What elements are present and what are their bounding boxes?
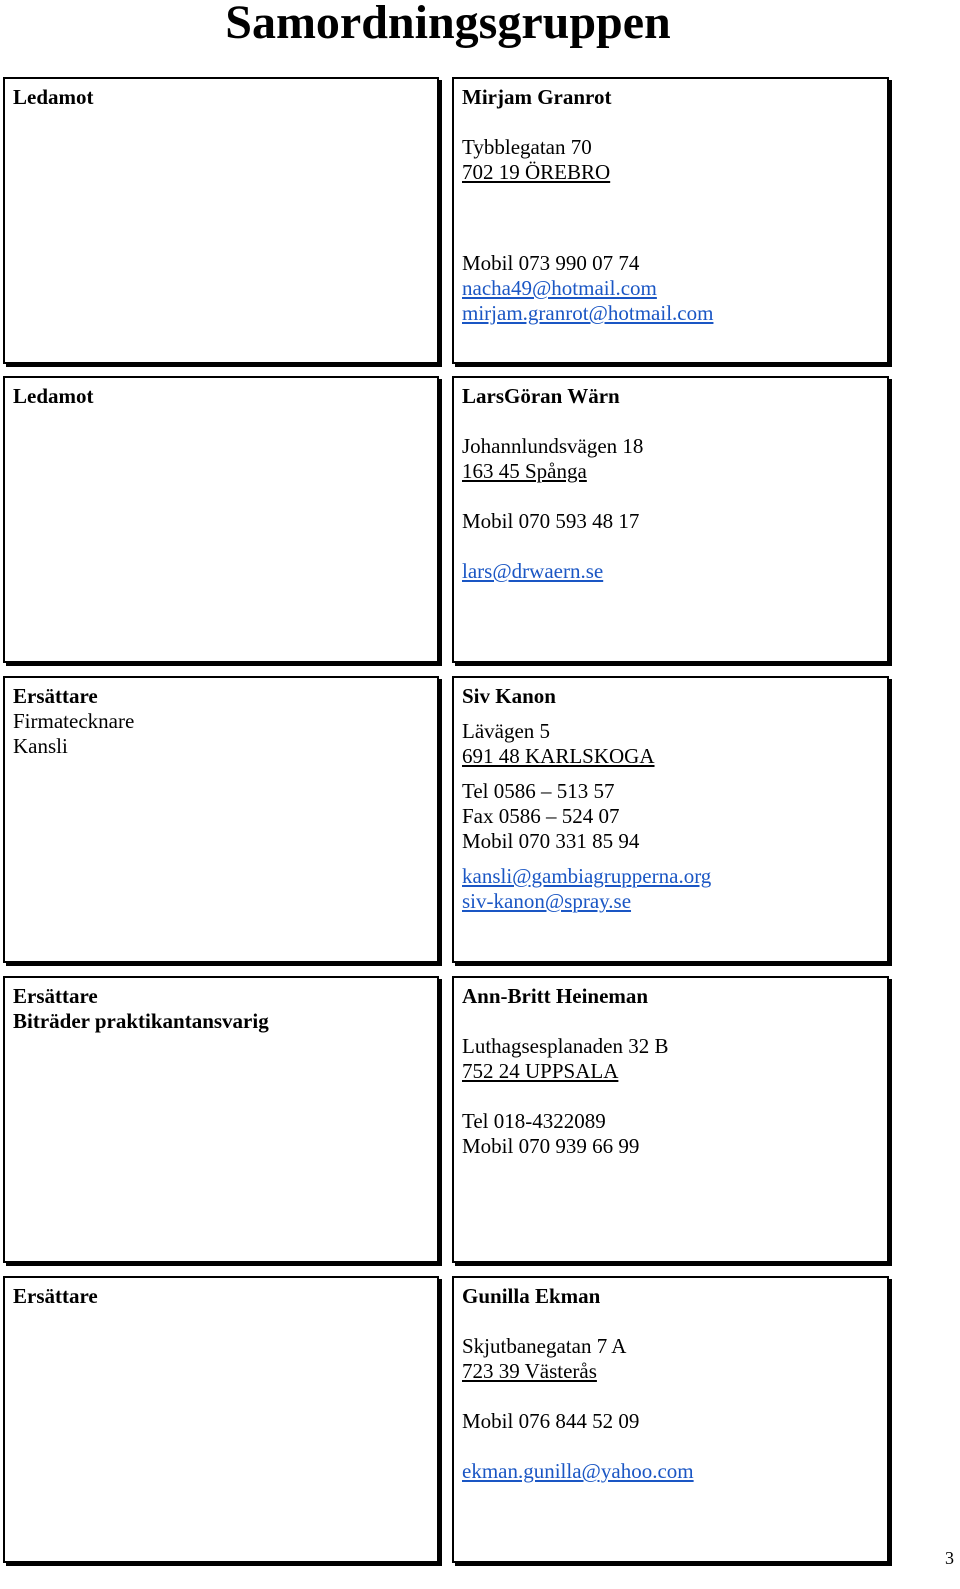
role-label: Firmatecknare (13, 709, 135, 733)
street-address: Skjutbanegatan 7 A (462, 1334, 627, 1358)
postal-address: 691 48 KARLSKOGA (462, 744, 655, 768)
street-address: Tybblegatan 70 (462, 135, 592, 159)
phone-mobile: Mobil 076 844 52 09 (462, 1409, 640, 1433)
role-label: Ledamot (13, 384, 94, 408)
contact-cell-4 (452, 976, 889, 1263)
role-label: Biträder praktikantansvarig (13, 1009, 269, 1033)
contact-name: Mirjam Granrot (462, 85, 612, 109)
contact-cell-3 (452, 676, 889, 963)
contact-cell-5 (452, 1276, 889, 1563)
postal-address: 723 39 Västerås (462, 1359, 597, 1383)
street-address: Johannlundsvägen 18 (462, 434, 644, 458)
postal-address: 163 45 Spånga (462, 459, 587, 483)
phone-mobile: Mobil 073 990 07 74 (462, 251, 640, 275)
role-label: Ersättare (13, 684, 98, 708)
role-label: Ersättare (13, 1284, 98, 1308)
role-cell-3 (3, 676, 439, 963)
email-link[interactable]: mirjam.granrot@hotmail.com (462, 301, 714, 325)
phone-mobile: Mobil 070 331 85 94 (462, 829, 640, 853)
role-cell-1 (3, 77, 439, 364)
postal-address: 752 24 UPPSALA (462, 1059, 619, 1083)
contact-name: Gunilla Ekman (462, 1284, 601, 1308)
role-cell-4 (3, 976, 439, 1263)
email-link[interactable]: ekman.gunilla@yahoo.com (462, 1459, 694, 1483)
phone-mobile: Mobil 070 939 66 99 (462, 1134, 640, 1158)
postal-address: 702 19 ÖREBRO (462, 160, 611, 184)
role-cell-5 (3, 1276, 439, 1563)
street-address: Luthagsesplanaden 32 B (462, 1034, 669, 1058)
page-number: 3 (945, 1548, 954, 1568)
role-label: Ersättare (13, 984, 98, 1008)
phone-tel: Tel 018-4322089 (462, 1109, 606, 1133)
email-link[interactable]: lars@drwaern.se (462, 559, 604, 583)
role-cell-2 (3, 376, 439, 663)
email-link[interactable]: nacha49@hotmail.com (462, 276, 657, 300)
email-link[interactable]: siv-kanon@spray.se (462, 889, 632, 913)
contact-name: LarsGöran Wärn (462, 384, 620, 408)
contact-cell-2 (452, 376, 889, 663)
page-title: Samordningsgruppen (225, 0, 671, 49)
email-link[interactable]: kansli@gambiagrupperna.org (462, 864, 712, 888)
phone-mobile: Mobil 070 593 48 17 (462, 509, 640, 533)
contact-name: Ann-Britt Heineman (462, 984, 649, 1008)
phone-tel: Tel 0586 – 513 57 (462, 779, 615, 803)
street-address: Lävägen 5 (462, 719, 551, 743)
role-label: Ledamot (13, 85, 94, 109)
role-label: Kansli (13, 734, 68, 758)
contact-cell-1 (452, 77, 889, 364)
phone-fax: Fax 0586 – 524 07 (462, 804, 620, 828)
contact-name: Siv Kanon (462, 684, 556, 708)
